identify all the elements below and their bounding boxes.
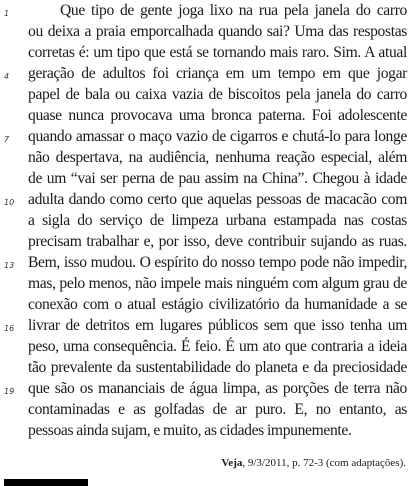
text-line: Que tipo de gente joga lixo na rua pela janela do carro — [60, 2, 407, 19]
text-line: conexão com o atual estágio civilizatório da humanidade a se — [28, 296, 407, 313]
text-line: precisam trabalhar e, por isso, deve contribuir sujando as ruas. — [28, 233, 407, 250]
source-details: , 9/3/2011, p. 72-3 (com adaptações). — [242, 457, 406, 469]
line-number: 16 — [4, 324, 15, 333]
text-line: geração de adultos foi criança em um tempo em que jogar — [28, 65, 407, 82]
text-line: adulta dando como certo que aquelas pessoas de macacão com — [28, 191, 407, 208]
text-line: corretas é: um tipo que está se tornando mais raro. Sim. A atual — [28, 44, 407, 61]
line-number: 4 — [4, 72, 10, 81]
text-line: quase nunca provocava uma bronca paterna. Foi adolescente — [28, 107, 407, 124]
line-number: 10 — [4, 198, 15, 207]
text-line: papel de bala ou caixa vazia de biscoitos pela janela do carro — [28, 86, 407, 103]
line-number: 7 — [4, 135, 10, 144]
black-bar-divider — [4, 479, 88, 486]
source-publication: Veja — [221, 457, 243, 469]
text-line: tão prevalente da sustentabilidade do planeta e da preciosidade — [28, 359, 407, 376]
line-number: 1 — [4, 9, 10, 18]
source-citation — [221, 456, 406, 470]
text-line: ou deixa a praia emporcalhada quando sai? Uma das respostas — [28, 23, 407, 40]
text-line: não despertava, na audiência, nenhuma reação especial, além — [28, 149, 407, 166]
text-line: livrar de detritos em lugares públicos sem que isso tenha um — [28, 317, 407, 334]
text-line: a sigla do serviço de limpeza urbana estampada nas costas — [28, 212, 407, 229]
line-number: 13 — [4, 261, 15, 270]
text-line: peso, uma consequência. É feio. É um ato que contraria a ideia — [28, 338, 407, 355]
text-line: que são os mananciais de água limpa, as porções de terra não — [28, 380, 407, 397]
text-line: mas, pelo menos, não impele mais ninguém com algum grau de — [28, 275, 407, 292]
text-line: quando amassar o maço vazio de cigarros e chutá-lo para longe — [28, 128, 407, 145]
line-number: 19 — [4, 387, 15, 396]
text-line: Bem, isso mudou. O espírito do nosso tempo pode não impedir, — [28, 254, 407, 271]
text-line: contaminadas e as golfadas de ar puro. E, no entanto, as — [28, 401, 407, 418]
text-line: pessoas ainda sujam, e muito, as cidades impunemente. — [28, 422, 352, 439]
text-line: de um “vai ser perna de pau assim na China”. Chegou à idade — [28, 170, 407, 187]
